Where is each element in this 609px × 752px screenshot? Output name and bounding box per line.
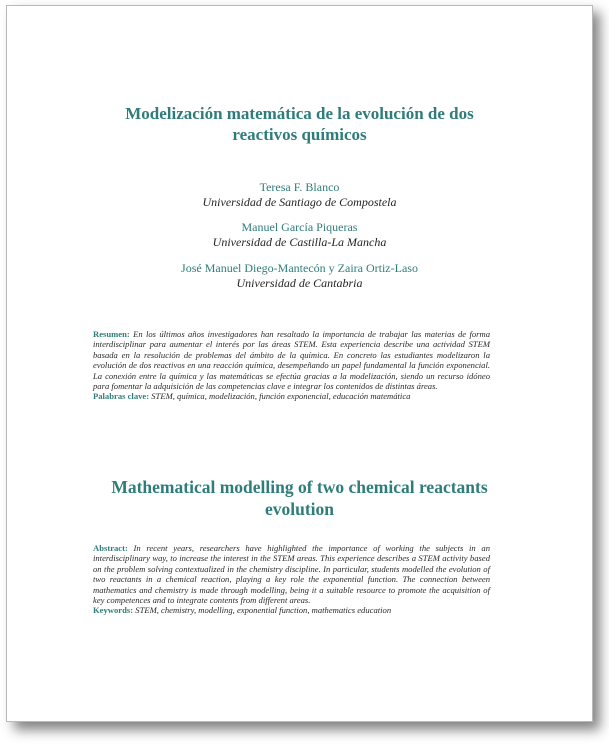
abstract-block [93, 543, 490, 616]
author-block [7, 180, 592, 210]
spanish-title-line-2: reactivos químicos [232, 125, 367, 144]
paper-page [6, 5, 593, 722]
english-keywords [93, 605, 490, 615]
author-name: Manuel García Piqueras [241, 220, 358, 234]
spanish-title-line-1: Modelización matemática de la evolución de dos [125, 104, 474, 123]
author-name: Teresa F. Blanco [259, 180, 340, 194]
resumen-label: Resumen: [93, 329, 130, 339]
spanish-title [7, 103, 592, 145]
english-title [7, 476, 592, 520]
english-title-line-1: Mathematical modelling of two chemical reactants [111, 477, 488, 497]
author-block [7, 220, 592, 250]
abstract-text: In recent years, researchers have highlighted the importance of working the subjects in an interdisciplinary way, to increase the interest in the STEM areas. This experience describes a STEM activity based on the problem solving contextualized in the chemistry discipline. In particular, students modelled the evolution of two reactants in a chemical reaction, playing a key role the exponential function. The connection between mathematics and chemistry is made through modelling, being it a suitable resource to promote the acquisition of key competences and to integrate contents from different areas. [93, 543, 490, 606]
english-title-line-2: evolution [264, 499, 335, 519]
keywords-text: STEM, chemistry, modelling, exponential function, mathematics education [135, 605, 392, 616]
keywords-label: Palabras clave: [93, 391, 150, 402]
author-affiliation: Universidad de Cantabria [236, 276, 363, 290]
author-block [7, 261, 592, 291]
author-affiliation: Universidad de Castilla-La Mancha [212, 235, 387, 249]
author-affiliation: Universidad de Santiago de Compostela [202, 195, 397, 209]
keywords-label: Keywords: [93, 605, 134, 616]
resumen-block [93, 329, 490, 402]
keywords-text: STEM, química, modelización, función exponencial, educación matemática [151, 391, 411, 402]
spanish-keywords [93, 391, 490, 401]
author-name: José Manuel Diego-Mantecón y Zaira Ortiz-Laso [181, 261, 418, 275]
resumen-text: En los últimos años investigadores han resaltado la importancia de trabajar las materias de forma interdisciplinar para aumentar el interés por las áreas STEM. Esta experiencia describe una actividad STEM basada en la resolución de problemas del ámbito de la química. En concreto las estudiantes modelizaron la evolución de dos reactivos en una reacción química, desempeñando un papel fundamental la función exponencial. La conexión entre la química y las matemáticas se efectúa gracias a la modelización, siendo un recurso idóneo para fomentar la adquisición de las competencias clave e integrar los contenidos de distintas áreas. [93, 329, 490, 392]
abstract-label: Abstract: [93, 543, 128, 553]
